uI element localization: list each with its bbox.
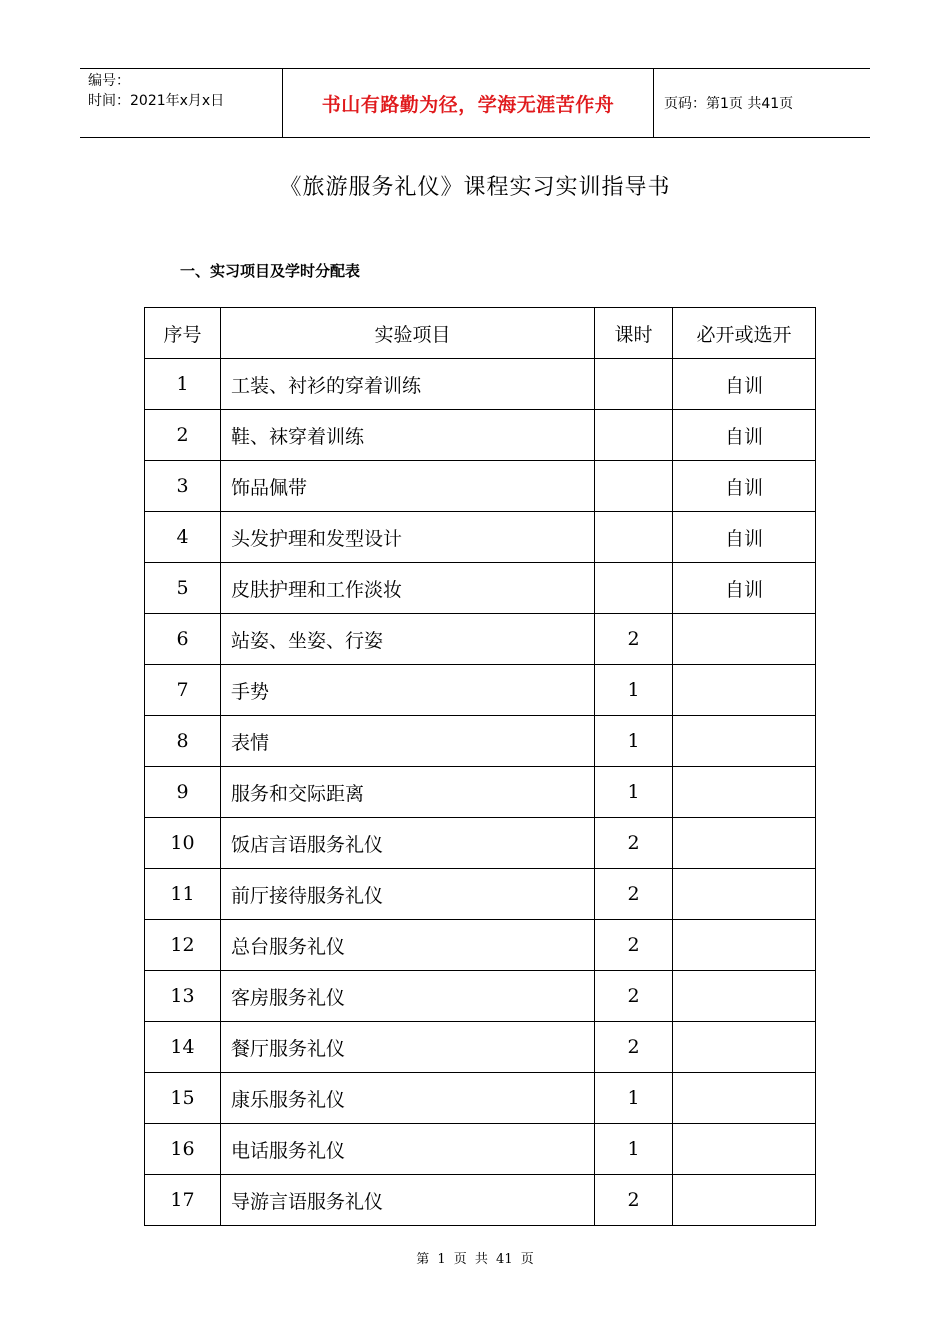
row-hours: 1 — [595, 1073, 673, 1124]
row-item: 表情 — [221, 716, 595, 767]
row-index: 13 — [145, 971, 221, 1022]
row-hours: 1 — [595, 716, 673, 767]
row-hours: 2 — [595, 920, 673, 971]
table-row — [145, 1022, 816, 1073]
table-row — [145, 665, 816, 716]
row-type: 自训 — [673, 512, 816, 563]
number-label: 编号： — [88, 73, 130, 89]
row-index: 1 — [145, 359, 221, 410]
row-type: 自训 — [673, 359, 816, 410]
table-header-row — [145, 308, 816, 359]
row-type — [673, 614, 816, 665]
motto: 书山有路勤为径，学海无涯苦作舟 — [282, 69, 654, 137]
table-row — [145, 359, 816, 410]
row-item: 头发护理和发型设计 — [221, 512, 595, 563]
table-row — [145, 461, 816, 512]
row-type: 自训 — [673, 461, 816, 512]
row-item: 饭店言语服务礼仪 — [221, 818, 595, 869]
table-row — [145, 1073, 816, 1124]
row-index: 12 — [145, 920, 221, 971]
row-index: 11 — [145, 869, 221, 920]
schedule-table — [144, 307, 816, 1226]
page-header — [80, 68, 870, 138]
row-type — [673, 971, 816, 1022]
row-hours — [595, 563, 673, 614]
row-type: 自训 — [673, 410, 816, 461]
row-hours: 2 — [595, 1175, 673, 1226]
row-hours: 2 — [595, 869, 673, 920]
header-type: 必开或选开 — [673, 308, 816, 359]
row-item: 皮肤护理和工作淡妆 — [221, 563, 595, 614]
table-row — [145, 1124, 816, 1175]
table-row — [145, 1175, 816, 1226]
row-type — [673, 1073, 816, 1124]
table-row — [145, 410, 816, 461]
header-item: 实验项目 — [221, 308, 595, 359]
row-hours: 1 — [595, 767, 673, 818]
row-type — [673, 1022, 816, 1073]
row-hours: 2 — [595, 614, 673, 665]
row-index: 15 — [145, 1073, 221, 1124]
row-hours — [595, 359, 673, 410]
row-index: 7 — [145, 665, 221, 716]
header-index: 序号 — [145, 308, 221, 359]
row-item: 服务和交际距离 — [221, 767, 595, 818]
row-index: 9 — [145, 767, 221, 818]
row-index: 14 — [145, 1022, 221, 1073]
row-index: 17 — [145, 1175, 221, 1226]
row-item: 前厅接待服务礼仪 — [221, 869, 595, 920]
table-row — [145, 869, 816, 920]
row-hours — [595, 410, 673, 461]
row-type: 自训 — [673, 563, 816, 614]
table-row — [145, 767, 816, 818]
row-item: 电话服务礼仪 — [221, 1124, 595, 1175]
row-item: 工装、衬衫的穿着训练 — [221, 359, 595, 410]
row-item: 总台服务礼仪 — [221, 920, 595, 971]
row-index: 3 — [145, 461, 221, 512]
row-index: 10 — [145, 818, 221, 869]
row-type — [673, 665, 816, 716]
table-row — [145, 614, 816, 665]
row-hours: 2 — [595, 1022, 673, 1073]
table-row — [145, 971, 816, 1022]
row-index: 6 — [145, 614, 221, 665]
row-hours: 2 — [595, 971, 673, 1022]
page-info: 页码：第1页 共41页 — [664, 96, 794, 112]
row-hours: 1 — [595, 665, 673, 716]
row-item: 站姿、坐姿、行姿 — [221, 614, 595, 665]
row-hours: 2 — [595, 818, 673, 869]
row-hours — [595, 461, 673, 512]
row-index: 5 — [145, 563, 221, 614]
row-item: 导游言语服务礼仪 — [221, 1175, 595, 1226]
row-item: 鞋、袜穿着训练 — [221, 410, 595, 461]
time-label: 时间：2021年x月x日 — [88, 93, 225, 109]
table-row — [145, 920, 816, 971]
row-index: 2 — [145, 410, 221, 461]
row-index: 16 — [145, 1124, 221, 1175]
row-type — [673, 767, 816, 818]
row-type — [673, 716, 816, 767]
header-left — [80, 69, 282, 137]
document-title: 《旅游服务礼仪》课程实习实训指导书 — [279, 175, 671, 200]
row-hours: 1 — [595, 1124, 673, 1175]
row-index: 8 — [145, 716, 221, 767]
row-item: 客房服务礼仪 — [221, 971, 595, 1022]
table-row — [145, 716, 816, 767]
row-item: 康乐服务礼仪 — [221, 1073, 595, 1124]
page-footer: 第 1 页 共 41 页 — [416, 1252, 534, 1267]
table-row — [145, 512, 816, 563]
row-type — [673, 1175, 816, 1226]
table-row — [145, 563, 816, 614]
row-item: 饰品佩带 — [221, 461, 595, 512]
section-heading: 一、实习项目及学时分配表 — [180, 262, 361, 280]
table-row — [145, 818, 816, 869]
row-item: 手势 — [221, 665, 595, 716]
header-hours: 课时 — [595, 308, 673, 359]
row-type — [673, 1124, 816, 1175]
row-type — [673, 920, 816, 971]
row-type — [673, 818, 816, 869]
row-type — [673, 869, 816, 920]
row-hours — [595, 512, 673, 563]
row-index: 4 — [145, 512, 221, 563]
row-item: 餐厅服务礼仪 — [221, 1022, 595, 1073]
